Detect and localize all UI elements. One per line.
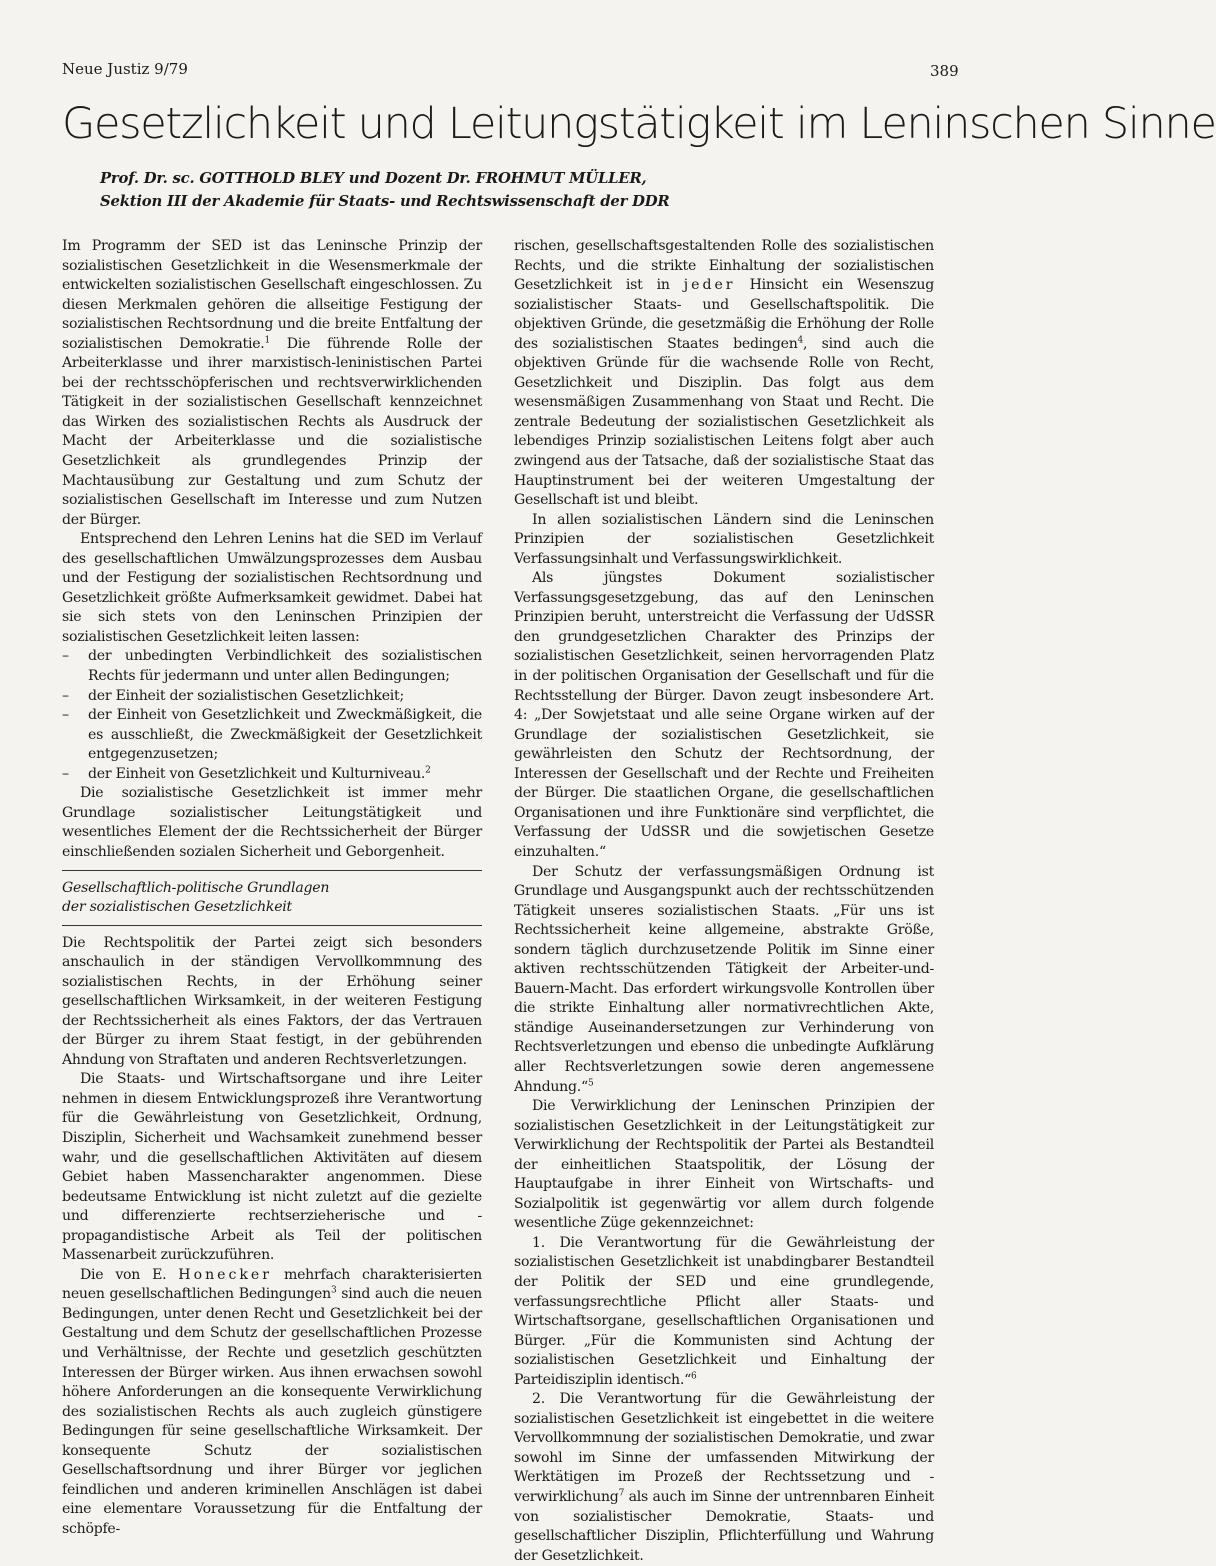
footnote-ref: 1 [264,335,271,346]
principles-list [62,647,482,784]
list-item: – der Einheit von Gesetzlichkeit und Zweckmäßigkeit, die es ausschließt, die Zweckmäßigkeit der Gesetzlichkeit entgegenzusetzen; [62,706,482,765]
person-name: Honecker [178,1266,273,1283]
paragraph: Die Verwirklichung der Leninschen Prinzipien der sozialistischen Gesetzlichkeit in der Leitungstätigkeit zur Verwirklichung der Rechtspolitik der Partei als Bestandteil der einheitlichen Staatspolitik, der Lösung der Hauptaufgabe in ihrer Einheit von Wirtschafts- und Sozialpolitik ist gegenwärtig vor allem durch folgende wesentliche Züge gekennzeichnet: [514,1098,934,1232]
text: als auch im Sinne der untrennbaren Einheit von sozialistischer Demokratie, Staats- und gesellschaftlicher Disziplin, Pflichterfüllung und Wahrung der Gesetzlichkeit. [514,1489,934,1564]
paragraph: In allen sozialistischen Ländern sind die Leninschen Prinzipien der sozialistischen Gesetzlichkeit Verfassungsinhalt und Verfassungswirklichkeit. [514,511,934,567]
text: rischen, gesellschaftsgestaltenden Rolle des sozialistischen Rechts, und die strikte Einhaltung der sozialistischen Gesetzlichkeit ist in [514,238,934,294]
paragraph [62,1266,482,1540]
text: Die von E. [80,1266,179,1283]
paragraph [514,237,934,511]
text: Im Programm der SED ist das Leninsche Prinzip der sozialistischen Gesetzlichkeit in die Wesensmerkmale der entwickelten sozialistischen Gesellschaft eingeschlossen. Zu diesen Merkmalen gehören die allseitige Festigung der sozialistischen Rechtsordnung und die breite Entfaltung der sozialistischen Demokratie. [62,238,482,352]
footnote-ref: 5 [587,1077,594,1088]
paragraph [514,1390,934,1566]
footnote-ref: 7 [618,1488,625,1499]
footnote-ref: 4 [797,335,804,346]
left-column [62,237,482,1539]
paragraph: Entsprechend den Lehren Lenins hat die SED im Verlauf des gesellschaftlichen Umwälzungsprozesses dem Ausbau und der Festigung der sozialistischen Rechtsordnung und Gesetzlichkeit größte Aufmerksamkeit gewidmet. Dabei hat sie sich stets von den Leninschen Prinzipien der sozialistischen Gesetzlichkeit leiten lassen: [62,531,482,645]
paragraph: Die Staats- und Wirtschaftsorgane und ihre Leiter nehmen in diesem Entwicklungsprozeß ihre Verantwortung für die Gewährleistung von Gesetzlichkeit, Ordnung, Disziplin, Sicherheit und Wachsamkeit zunehmend besser wahr, und die gesellschaftlichen Aktivitäten auf diesem Gebiet haben Massencharakter angenommen. Diese bedeutsame Entwicklung ist nicht zuletzt auf die gezielte und differenzierte rechtserzieherische und -propagandistische Arbeit als Teil der politischen Massenarbeit zurückzuführen. [62,1071,482,1264]
author-block [100,167,680,213]
text: 1. Die Verantwortung für die Gewährleistung der sozialistischen Gesetzlichkeit ist unabdingbarer Bestandteil der Politik der SED und eine grundlegende, verfassungsrechtliche Pflicht aller Staats- und Wirtschaftsorgane, gesellschaftlichen Organisationen und Bürger. „Für die Kommunisten sind Achtung der sozialistischen Gesetzlichkeit und Einhaltung der Parteidisziplin identisch.“ [514,1234,934,1388]
author-names: Prof. Dr. sc. GOTTHOLD BLEY und Dozent Dr. FROHMUT MÜLLER, [100,170,647,187]
paragraph: Die sozialistische Gesetzlichkeit ist immer mehr Grundlage sozialistischer Leitungstätigkeit und wesentliches Element der die Rechtssicherheit der Bürger einschließenden sozialen Sicherheit und Geborgenheit. [62,785,482,860]
right-column [514,237,934,1566]
text: Die führende Rolle der Arbeiterklasse und ihrer marxistisch-leninistischen Partei bei der rechtsschöpferischen und rechtsverwirklichenden Tätigkeit in der sozialistischen Gesellschaft kennzeichnet das Wirken des sozialistischen Rechts als Ausdruck der Macht der Arbeiterklasse und die sozialistische Gesetzlichkeit als grundlegendes Prinzip der Machtausübung zur Gestaltung und zum Schutz der sozialistischen Gesellschaft im Interesse und zum Nutzen der Bürger. [62,335,482,528]
section-heading-line: Gesellschaftlich-politische Grundlagen [62,879,330,896]
footnote-ref: 6 [691,1371,697,1382]
text: der Einheit von Gesetzlichkeit und Kulturniveau. [88,765,426,782]
text: mehrfach charakterisierten neuen gesellschaftlichen Bedingungen [62,1266,482,1303]
text: sind auch die neuen Bedingungen, unter denen Recht und Gesetzlichkeit bei der Gestaltung und dem Schutz der gesellschaftlichen Prozesse und Verhältnisse, der Rechte und gesetzlich geschützten Interessen der Bürger wirken. Aus ihnen erwachsen sowohl höhere Anforderungen an die konsequente Verwirklichung des sozialistischen Rechts als auch zugleich günstigere Bedingungen für seine gesellschaftliche Wirksamkeit. Der konsequente Schutz der sozialistischen Gesellschaftsordnung und ihrer Bürger vor jeglichen feindlichen und anderen kriminellen Anschlägen ist dabei eine elementare Voraussetzung für die Entfaltung der schöpfe- [62,1286,482,1537]
paragraph [62,237,482,530]
page-number: 389 [930,62,959,80]
section-heading [62,879,482,918]
paragraph [514,863,934,1098]
emphasis: jeder [683,277,736,294]
list-item: – der unbedingten Verbindlichkeit des sozialistischen Rechts für jedermann und unter allen Bedingungen; [62,647,482,686]
list-item [62,765,482,785]
section-heading-line: der sozialistischen Gesetzlichkeit [62,899,292,915]
text: , sind auch die objektiven Gründe für die wachsende Rolle von Recht, Gesetzlichkeit und Disziplin. Das folgt aus dem wesensmäßigen Zusammenhang von Staat und Recht. Die zentrale Bedeutung der sozialistischen Gesetzlichkeit als lebendiges Prinzip sozialistischen Leitens folgt aber auch zwingend aus der Tatsache, daß der sozialistische Staat das Hauptinstrument bei der weiteren Umgestaltung der Gesellschaft ist und bleibt. [514,335,934,509]
paragraph: Als jüngstes Dokument sozialistischer Verfassungsgesetzgebung, das auf den Leninschen Prinzipien beruht, unterstreicht die Verfassung der UdSSR den grundgesetzlichen Charakter des Prinzips der sozialistischen Gesetzlichkeit, seinen hervorragenden Platz in der politischen Organisation der Gesellschaft und für die Rechtsstellung der Bürger. Davon zeugt insbesondere Art. 4: „Der Sowjetstaat und alle seine Organe wirken auf der Grundlage der sozialistischen Gesetzlichkeit, sie gewährleisten den Schutz der Rechtsordnung, der Interessen der Gesellschaft und der Rechte und Freiheiten der Bürger. Die staatlichen Organe, die gesellschaftlichen Organisationen und ihre Funktionäre sind verpflichtet, die Verfassung der UdSSR und die sowjetischen Gesetze einzuhalten.“ [514,570,934,860]
text: Hinsicht ein Wesenszug sozialistischer Staats- und Gesellschaftspolitik. Die objektiven Gründe, die gesetzmäßig die Erhöhung der Rolle des sozialistischen Staates bedingen [514,277,934,352]
paragraph [514,1234,934,1390]
footnote-ref: 2 [425,765,431,776]
paragraph: Die Rechtspolitik der Partei zeigt sich besonders anschaulich in der ständigen Vervollkommnung des sozialistischen Rechts, in der Erhöhung seiner gesellschaftlichen Wirksamkeit, in der weiteren Festigung der Rechtssicherheit als eines Faktors, der das Vertrauen der Bürger zu ihrem Staat festigt, in der gebührenden Ahndung von Straftaten und anderen Rechtsverletzungen. [62,934,482,1068]
list-item: – der Einheit der sozialistischen Gesetzlichkeit; [62,687,482,707]
section-divider [62,925,482,926]
footnote-ref: 3 [330,1285,337,1296]
article-title: Gesetzlichkeit und Leitungstätigkeit im Leninschen Sinne [62,99,1216,149]
journal-issue: Neue Justiz 9/79 [62,60,188,78]
text: 2. Die Verantwortung für die Gewährleistung der sozialistischen Gesetzlichkeit ist eingebettet in die weitere Vervollkommnung der sozialistischen Demokratie, und zwar sowohl im Sinne der umfassenden Mitwirkung der Werktätigen im Prozeß der Rechtssetzung und -verwirklichung [514,1391,934,1505]
text: Der Schutz der verfassungsmäßigen Ordnung ist Grundlage und Ausgangspunkt auch der rechtsschützenden Tätigkeit unseres sozialistischen Staats. „Für uns ist Rechtssicherheit keine allgemeine, abstrakte Größe, sondern täglich durchzusetzende Politik im Sinne einer aktiven rechtsschützenden Tätigkeit der Arbeiter-und-Bauern-Macht. Das erfordert wirkungsvolle Kontrollen über die strikte Einhaltung aller normativrechtlichen Akte, ständige Auseinandersetzungen zur Verhinderung von Rechtsverletzungen und ebenso die unbedingte Aufklärung aller Rechtsverletzungen sowie deren angemessene Ahndung.“ [514,863,934,1095]
section-divider [62,870,482,871]
author-affiliation: Sektion III der Akademie für Staats- und Rechtswissenschaft der DDR [100,193,670,210]
